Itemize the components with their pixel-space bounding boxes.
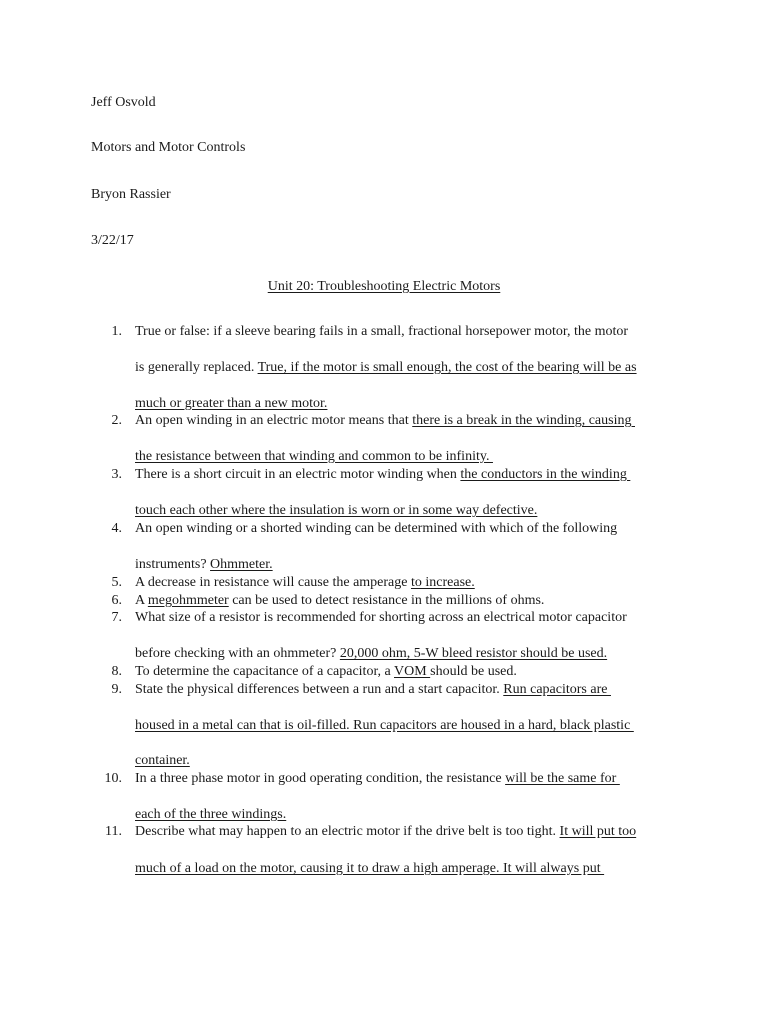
course-name: Motors and Motor Controls	[91, 140, 246, 155]
question-line	[135, 823, 636, 841]
question-text: before checking with an ohmmeter?	[135, 646, 340, 661]
question-text: There is a short circuit in an electric motor winding when	[135, 467, 461, 482]
question-line	[135, 556, 273, 574]
question-line	[135, 717, 634, 735]
answer-text: Run capacitors are	[503, 682, 611, 697]
question-text-after: can be used to detect resistance in the millions of ohms.	[228, 593, 545, 608]
question-number: 4.	[111, 521, 122, 536]
question-number: 2.	[111, 413, 122, 428]
question-line	[135, 681, 611, 699]
question-text: Describe what may happen to an electric motor if the drive belt is too tight.	[135, 824, 560, 839]
question-text: is generally replaced.	[135, 360, 258, 375]
answer-text: each of the three windings.	[135, 807, 287, 822]
answer-text: container.	[135, 753, 190, 768]
question-text: True or false: if a sleeve bearing fails in a small, fractional horsepower motor, the motor	[135, 324, 629, 339]
answer-text: 20,000 ohm, 5-W bleed resistor should be used.	[339, 646, 608, 661]
question-number: 11.	[105, 824, 122, 839]
answer-text: megohmmeter	[147, 593, 229, 608]
question-text: State the physical differences between a run and a start capacitor.	[135, 682, 504, 697]
question-line	[135, 448, 493, 466]
answer-text: will be the same for	[505, 771, 620, 786]
answer-text: much or greater than a new motor.	[135, 396, 328, 411]
question-line	[135, 752, 190, 770]
document-title: Unit 20: Troubleshooting Electric Motors	[267, 279, 501, 294]
question-text: In a three phase motor in good operating condition, the resistance	[135, 771, 506, 786]
question-line	[135, 574, 475, 592]
question-text: An open winding or a shorted winding can be determined with which of the following	[135, 521, 618, 536]
question-number: 1.	[111, 324, 122, 339]
answer-text: It will put too	[559, 824, 637, 839]
instructor-name: Bryon Rassier	[91, 187, 171, 202]
question-line	[135, 592, 544, 610]
question-line	[135, 609, 627, 627]
question-number: 7.	[111, 610, 122, 625]
question-text: An open winding in an electric motor means that	[135, 413, 413, 428]
question-text: What size of a resistor is recommended for shorting across an electrical motor capacitor	[135, 610, 627, 625]
question-number: 3.	[111, 467, 122, 482]
answer-text: True, if the motor is small enough, the cost of the bearing will be as	[257, 360, 637, 375]
question-line	[135, 502, 537, 520]
question-line	[135, 466, 630, 484]
question-line	[135, 663, 517, 681]
question-line	[135, 770, 620, 788]
student-name: Jeff Osvold	[91, 95, 156, 110]
answer-text: Ohmmeter.	[210, 557, 273, 572]
answer-text: the conductors in the winding	[460, 467, 631, 482]
answer-text: there is a break in the winding, causing	[412, 413, 635, 428]
question-line	[135, 860, 604, 878]
assignment-date: 3/22/17	[91, 233, 134, 248]
question-number: 10.	[104, 771, 122, 786]
question-text: A decrease in resistance will cause the amperage	[135, 575, 411, 590]
answer-text: touch each other where the insulation is worn or in some way defective.	[135, 503, 538, 518]
question-line	[135, 359, 637, 377]
answer-text: VOM	[394, 664, 431, 679]
answer-text: housed in a metal can that is oil-filled. Run capacitors are housed in a hard, black plastic	[135, 718, 634, 733]
answer-text: to increase.	[410, 575, 475, 590]
question-text: To determine the capacitance of a capacitor, a	[135, 664, 394, 679]
question-line	[135, 323, 628, 341]
question-line	[135, 645, 607, 663]
question-number: 9.	[111, 682, 122, 697]
question-text: A	[135, 593, 148, 608]
question-number: 8.	[111, 664, 122, 679]
question-text: instruments?	[135, 557, 211, 572]
question-line	[135, 520, 617, 538]
answer-text: the resistance between that winding and common to be infinity.	[135, 449, 493, 464]
answer-text: much of a load on the motor, causing it to draw a high amperage. It will always put	[135, 861, 605, 876]
question-line	[135, 395, 327, 413]
question-number: 6.	[111, 593, 122, 608]
question-line	[135, 806, 286, 824]
question-text-after: should be used.	[430, 664, 517, 679]
question-line	[135, 412, 635, 430]
question-number: 5.	[111, 575, 122, 590]
